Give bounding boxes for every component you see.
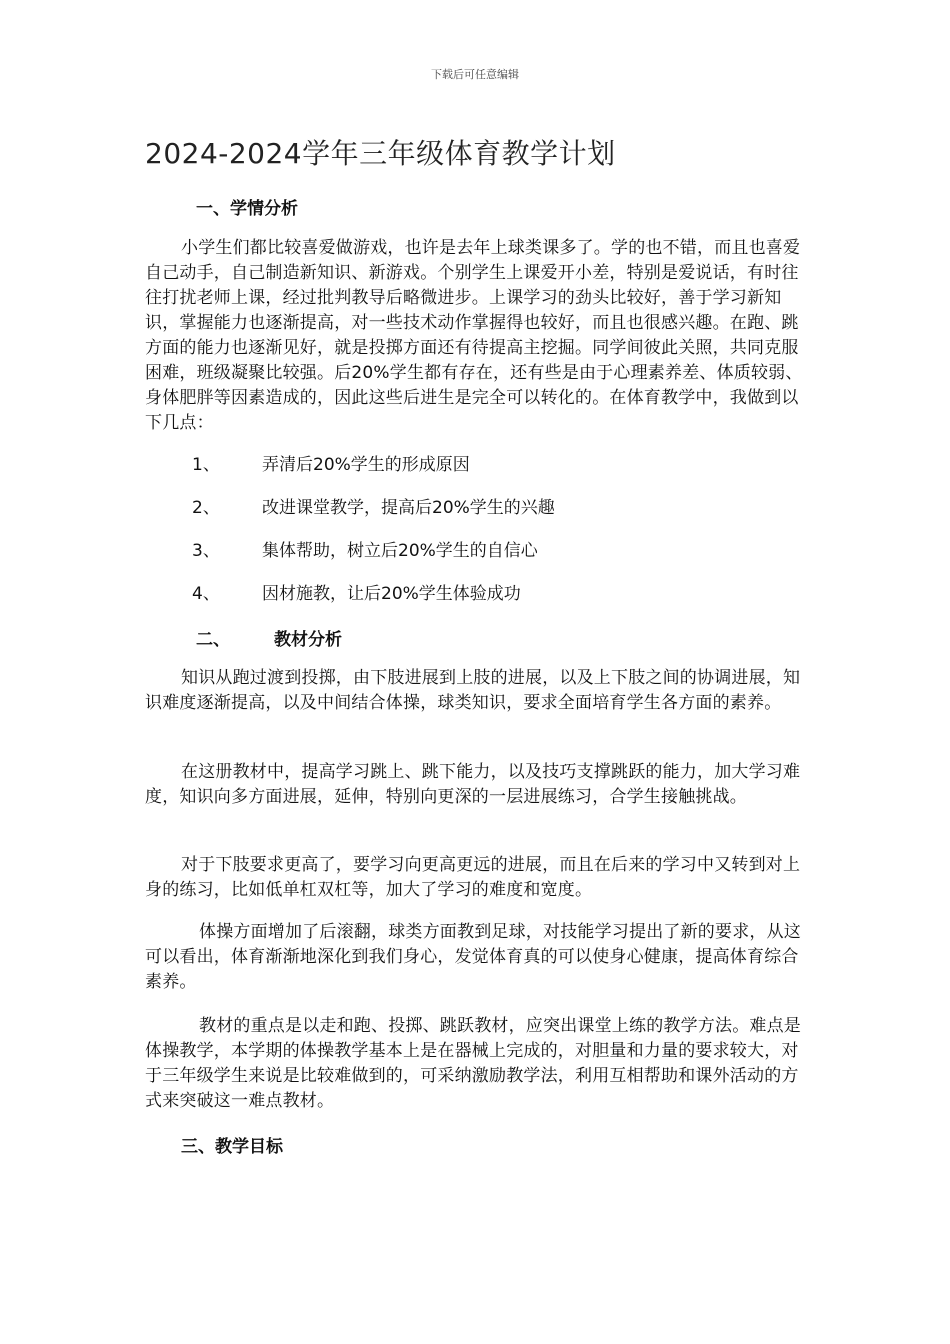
paragraph-student-analysis: 小学生们都比较喜爱做游戏，也许是去年上球类课多了。学的也不错，而且也喜爱自己动手，自己制造新知识、新游戏。个别学生上课爱开小差，特别是爱说话，有时往往打扰老师上课，经过批判教导后略微进步。上课学习的劲头比较好，善于学习新知识，掌握能力也逐渐提高，对一些技术动作掌握得也较好，而且也很感兴趣。在跑、跳方面的能力也逐渐见好，就是投掷方面还有待提高主挖掘。同学间彼此关照，共同克服困难，班级凝聚比较强。后20%学生都有存在，还有些是由于心理素养差、体质较弱、身体肥胖等因素造成的，因此这些后进生是完全可以转化的。在体育教学中，我做到以下几点： (145, 238, 803, 433)
list-item-number: 4、 (192, 584, 220, 604)
list-item-1 (192, 453, 470, 478)
section-heading-2 (196, 625, 342, 650)
list-item-2 (192, 496, 555, 521)
paragraph-material-5: 教材的重点是以走和跑、投掷、跳跃教材，应突出课堂上练的教学方法。难点是体操教学，本学期的体操教学基本上是在器械上完成的，对胆量和力量的要求较大，对于三年级学生来说是比较难做到的，可采纳激励教学法，利用互相帮助和课外活动的方式来突破这一难点教材。 (145, 1016, 801, 1111)
document-title: 2024-2024学年三年级体育教学计划 (145, 137, 616, 170)
section-heading-1: 一、学情分析 (196, 199, 298, 219)
paragraph-material-2: 在这册教材中，提高学习跳上、跳下能力，以及技巧支撑跳跃的能力，加大学习难度，知识向多方面进展，延伸，特别向更深的一层进展练习，合学生接触挑战。 (145, 762, 801, 807)
list-item-text: 改进课堂教学，提高后20%学生的兴趣 (262, 498, 555, 518)
list-item-number: 3、 (192, 541, 220, 561)
section-heading-3: 三、教学目标 (181, 1137, 283, 1157)
paragraph-material-3: 对于下肢要求更高了，要学习向更高更远的进展，而且在后来的学习中又转到对上身的练习，比如低单杠双杠等，加大了学习的难度和宽度。 (145, 855, 801, 900)
list-item-text: 集体帮助，树立后20%学生的自信心 (262, 541, 538, 561)
list-item-number: 2、 (192, 498, 220, 518)
page-header-note: 下载后可任意编辑 (431, 68, 519, 81)
list-item-4 (192, 582, 521, 607)
list-item-text: 弄清后20%学生的形成原因 (262, 455, 470, 475)
list-item-3 (192, 539, 538, 564)
list-item-text: 因材施教，让后20%学生体验成功 (262, 584, 521, 604)
section-heading-text: 教材分析 (274, 630, 342, 650)
paragraph-material-4: 体操方面增加了后滚翻，球类方面教到足球，对技能学习提出了新的要求，从这可以看出，体育渐渐地深化到我们身心，发觉体育真的可以使身心健康，提高体育综合素养。 (145, 922, 801, 992)
paragraph-material-1: 知识从跑过渡到投掷，由下肢进展到上肢的进展，以及上下肢之间的协调进展，知识难度逐渐提高，以及中间结合体操，球类知识，要求全面培育学生各方面的素养。 (145, 668, 801, 713)
list-item-number: 1、 (192, 455, 220, 475)
section-heading-number: 二、 (196, 630, 230, 650)
